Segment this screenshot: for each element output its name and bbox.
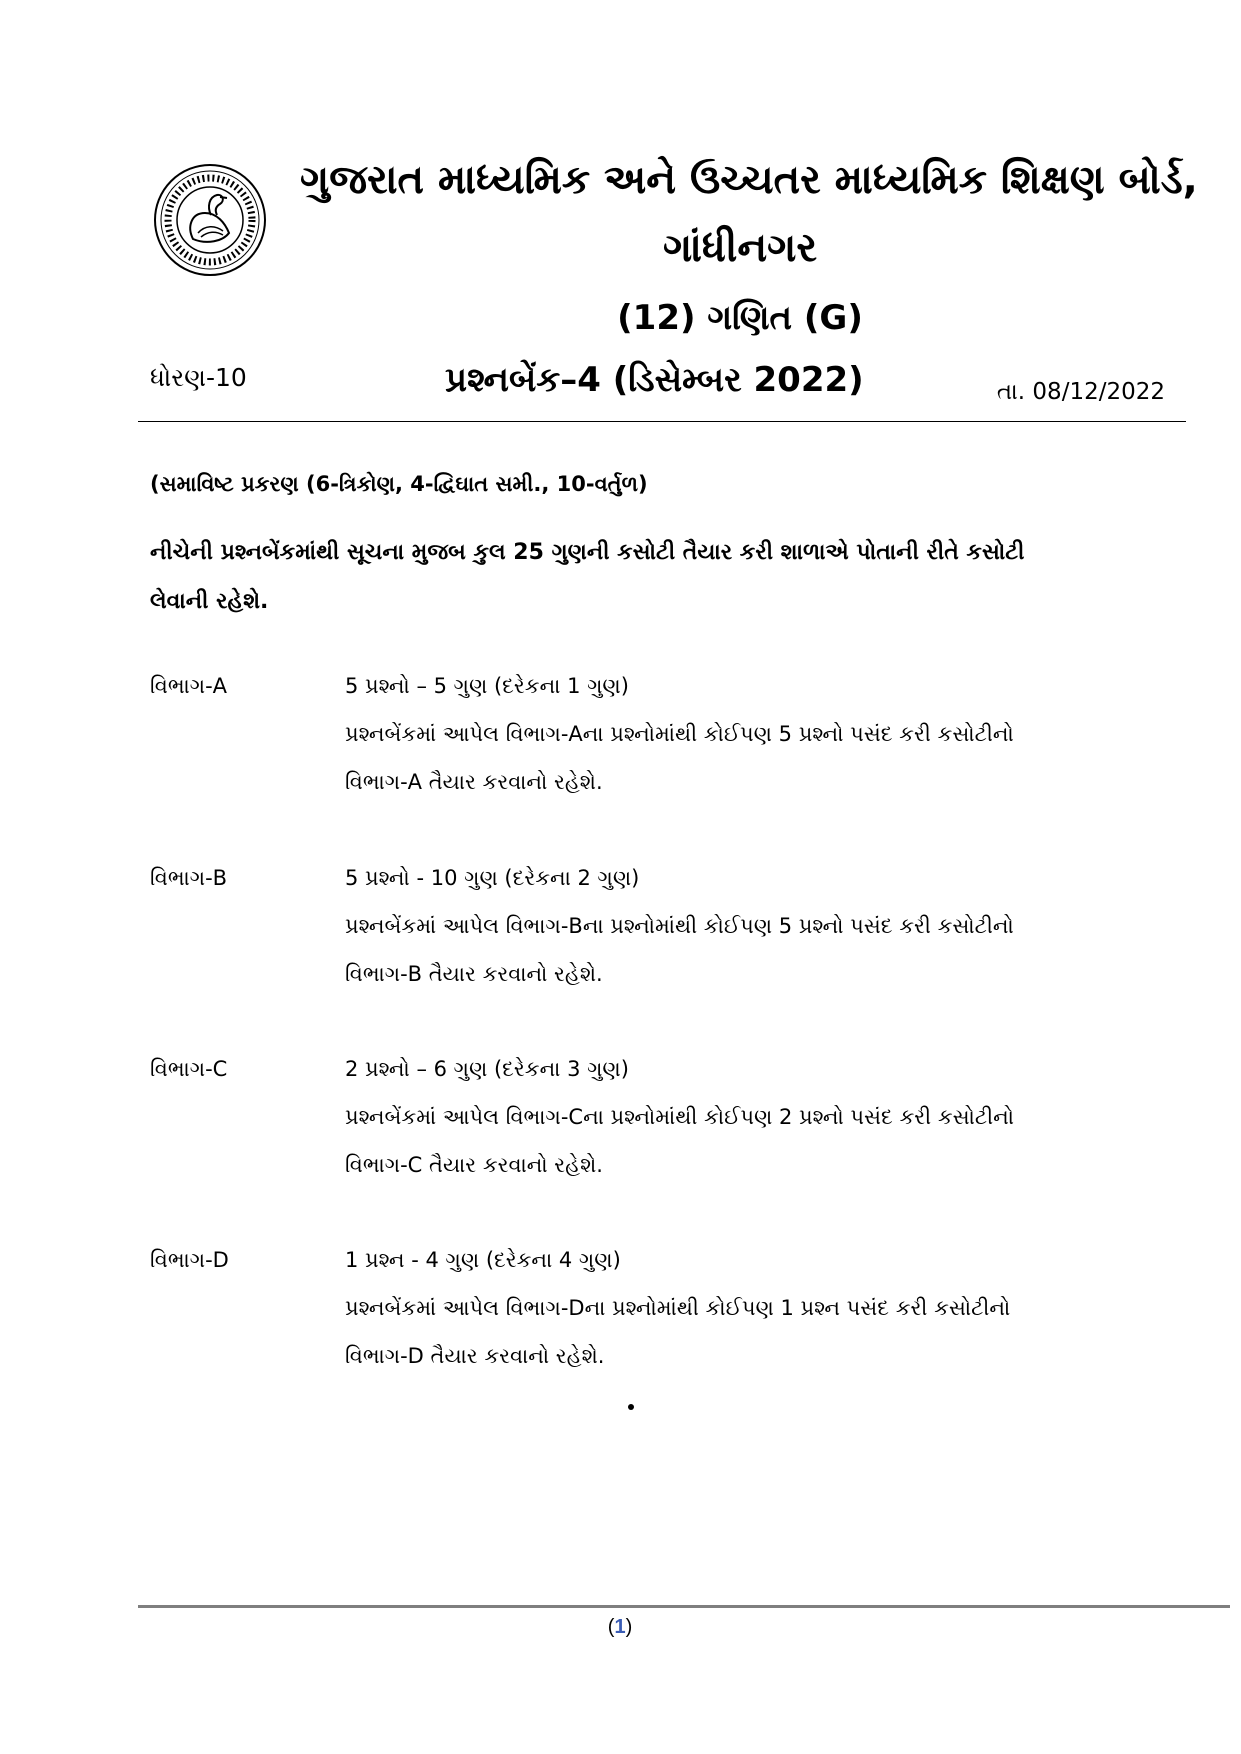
section-label: વિભાગ-C [150, 1057, 228, 1081]
page-number [580, 1612, 660, 1642]
board-city: ગાંધીનગર [662, 225, 818, 271]
section-marks: 2 પ્રશ્નો – 6 ગુણ (દરેકના 3 ગુણ) [345, 1057, 629, 1081]
section-instruction-line: પ્રશ્નબેંકમાં આપેલ વિભાગ-Bના પ્રશ્નોમાંથી કોઈપણ 5 પ્રશ્નો પસંદ કરી કસોટીનો [345, 914, 1014, 938]
page-number-value: 1 [614, 1616, 626, 1638]
page-number-open: ( [607, 1616, 615, 1638]
swan-seal-icon [153, 163, 267, 277]
section-label: વિભાગ-A [150, 674, 228, 698]
footer-divider [138, 1605, 1230, 1608]
bullet-dot [628, 1404, 634, 1410]
section-instruction-line: વિભાગ-B તૈયાર કરવાનો રહેશે. [345, 962, 603, 986]
section-instruction-line: પ્રશ્નબેંકમાં આપેલ વિભાગ-Cના પ્રશ્નોમાંથી કોઈપણ 2 પ્રશ્નો પસંદ કરી કસોટીનો [345, 1105, 1015, 1129]
standard-label: ધોરણ-10 [150, 363, 247, 392]
section-marks: 5 પ્રશ્નો - 10 ગુણ (દરેકના 2 ગુણ) [345, 866, 640, 890]
section-details [345, 662, 1165, 806]
section-instruction-line: પ્રશ્નબેંકમાં આપેલ વિભાગ-Dના પ્રશ્નોમાંથી કોઈપણ 1 પ્રશ્ન પસંદ કરી કસોટીનો [345, 1296, 1011, 1320]
section-instruction-line: વિભાગ-D તૈયાર કરવાનો રહેશે. [345, 1344, 605, 1368]
section-d [150, 1236, 1150, 1386]
section-label: વિભાગ-D [150, 1248, 229, 1272]
section-b [150, 854, 1150, 1004]
section-c [150, 1045, 1150, 1195]
board-seal-logo [153, 163, 267, 277]
section-instruction-line: વિભાગ-C તૈયાર કરવાનો રહેશે. [345, 1153, 603, 1177]
section-instruction-line: વિભાગ-A તૈયાર કરવાનો રહેશે. [345, 770, 603, 794]
section-details [345, 1045, 1165, 1189]
header-divider [138, 421, 1186, 422]
board-name: ગુજરાત માધ્યમિક અને ઉચ્ચતર માધ્યમિક શિક્ષણ બોર્ડ, [300, 157, 1198, 203]
page-number-close: ) [625, 1616, 633, 1638]
document-date: તા. 08/12/2022 [996, 379, 1165, 405]
section-details [345, 1236, 1165, 1380]
section-label: વિભાગ-B [150, 866, 228, 890]
question-bank-title: પ્રશ્નબેંક–4 (ડિસેમ્બર 2022) [445, 360, 864, 400]
subject-title: (12) ગણિત (G) [617, 298, 863, 338]
section-details [345, 854, 1165, 998]
section-marks: 1 પ્રશ્ન - 4 ગુણ (દરેકના 4 ગુણ) [345, 1248, 621, 1272]
section-instruction-line: પ્રશ્નબેંકમાં આપેલ વિભાગ-Aના પ્રશ્નોમાંથી કોઈપણ 5 પ્રશ્નો પસંદ કરી કસોટીનો [345, 722, 1014, 746]
section-a [150, 662, 1150, 812]
section-marks: 5 પ્રશ્નો – 5 ગુણ (દરેકના 1 ગુણ) [345, 674, 629, 698]
instruction-paragraph: નીચેની પ્રશ્નબેંકમાંથી સૂચના મુજબ કુલ 25 ગુણની કસોટી તૈયાર કરી શાળાએ પોતાની રીતે કસોટી લેવાની રહેશે. [150, 540, 1025, 614]
included-chapters: (સમાવિષ્ટ પ્રકરણ (6-ત્રિકોણ, 4-દ્વિઘાત સમી., 10-વર્તુળ) [150, 472, 648, 496]
